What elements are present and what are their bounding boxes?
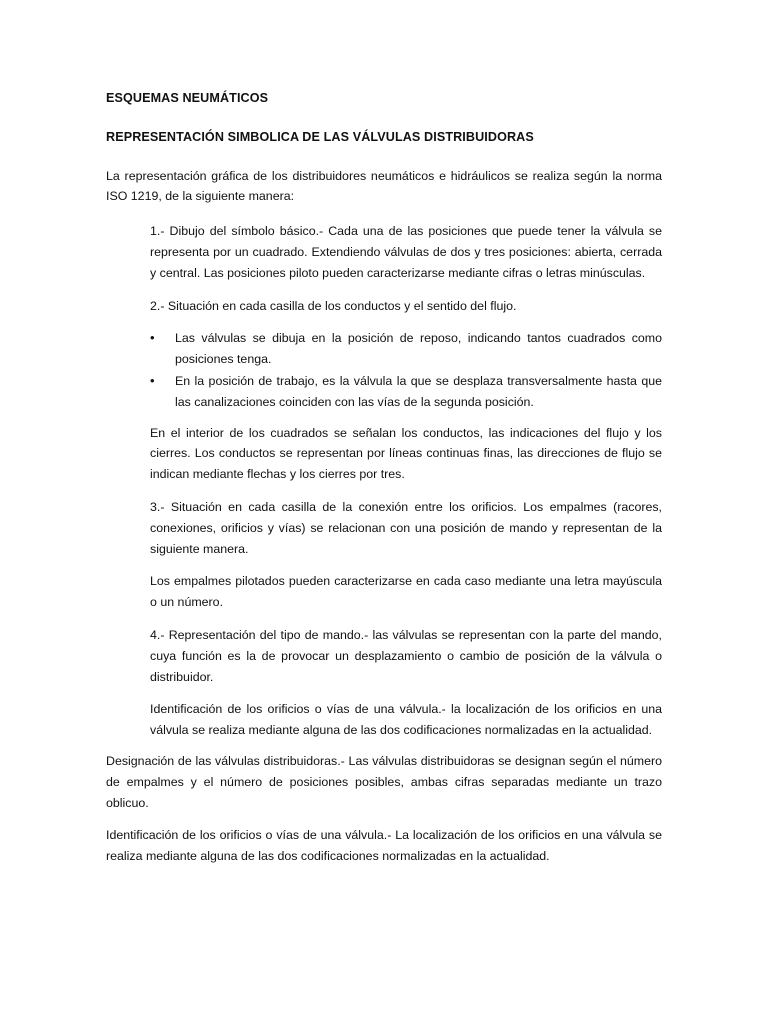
bullet-text: En la posición de trabajo, es la válvula la que se desplaza transversalmente hasta que las canalizaciones coinciden con las vías de la segunda posición.	[175, 373, 662, 409]
document-body	[106, 88, 662, 879]
identification-paragraph: Identificación de los orificios o vías de una válvula.- La localización de los orificios en una válvula se realiza mediante alguna de las dos codificaciones normalizadas en la actualidad.	[106, 828, 662, 864]
section-3-detail-paragraph: Los empalmes pilotados pueden caracterizarse en cada caso mediante una letra mayúscula o un número.	[150, 574, 662, 610]
section-3-paragraph: 3.- Situación en cada casilla de la conexión entre los orificios. Los empalmes (racores, conexiones, orificios y vías) se relacionan con una posición de mando y representan de la siguiente manera.	[150, 499, 662, 556]
bullet-item	[150, 328, 662, 370]
bullet-list	[150, 328, 662, 412]
section-4-paragraph: 4.- Representación del tipo de mando.- las válvulas se representan con la parte del mando, cuya función es la de provocar un desplazamiento o cambio de posición de la válvula o distribuidor.	[150, 627, 662, 684]
document-title: ESQUEMAS NEUMÁTICOS	[106, 91, 269, 105]
bullet-text: Las válvulas se dibuja en la posición de reposo, indicando tantos cuadrados como posiciones tenga.	[175, 331, 662, 367]
intro-paragraph: La representación gráfica de los distribuidores neumáticos e hidráulicos se realiza según la norma ISO 1219, de la siguiente manera:	[106, 168, 662, 204]
section-1-paragraph: 1.- Dibujo del símbolo básico.- Cada una de las posiciones que puede tener la válvula se representa por un cuadrado. Extendiendo válvulas de dos y tres posiciones: abierta, cerrada y central. Las posiciones piloto pueden caracterizarse mediante cifras o letras minúsculas.	[150, 224, 662, 280]
document-subtitle: REPRESENTACIÓN SIMBOLICA DE LAS VÁLVULAS DISTRIBUIDORAS	[106, 129, 534, 144]
section-2-paragraph: 2.- Situación en cada casilla de los conductos y el sentido del flujo.	[150, 298, 517, 313]
designation-paragraph: Designación de las válvulas distribuidoras.- Las válvulas distribuidoras se designan según el número de empalmes y el número de posiciones posibles, ambas cifras separadas mediante un trazo oblicuo.	[106, 753, 662, 810]
bullet-item	[150, 371, 662, 413]
identification-indented-paragraph: Identificación de los orificios o vías de una válvula.- la localización de los orificios en una válvula se realiza mediante alguna de las dos codificaciones normalizadas en la actualidad.	[150, 702, 662, 738]
section-2-detail-paragraph: En el interior de los cuadrados se señalan los conductos, las indicaciones del flujo y los cierres. Los conductos se representan por líneas continuas finas, las direcciones de flujo se indican mediante flechas y los cierres por tres.	[150, 425, 662, 482]
bullet-icon: •	[150, 372, 155, 388]
bullet-icon: •	[150, 330, 155, 346]
